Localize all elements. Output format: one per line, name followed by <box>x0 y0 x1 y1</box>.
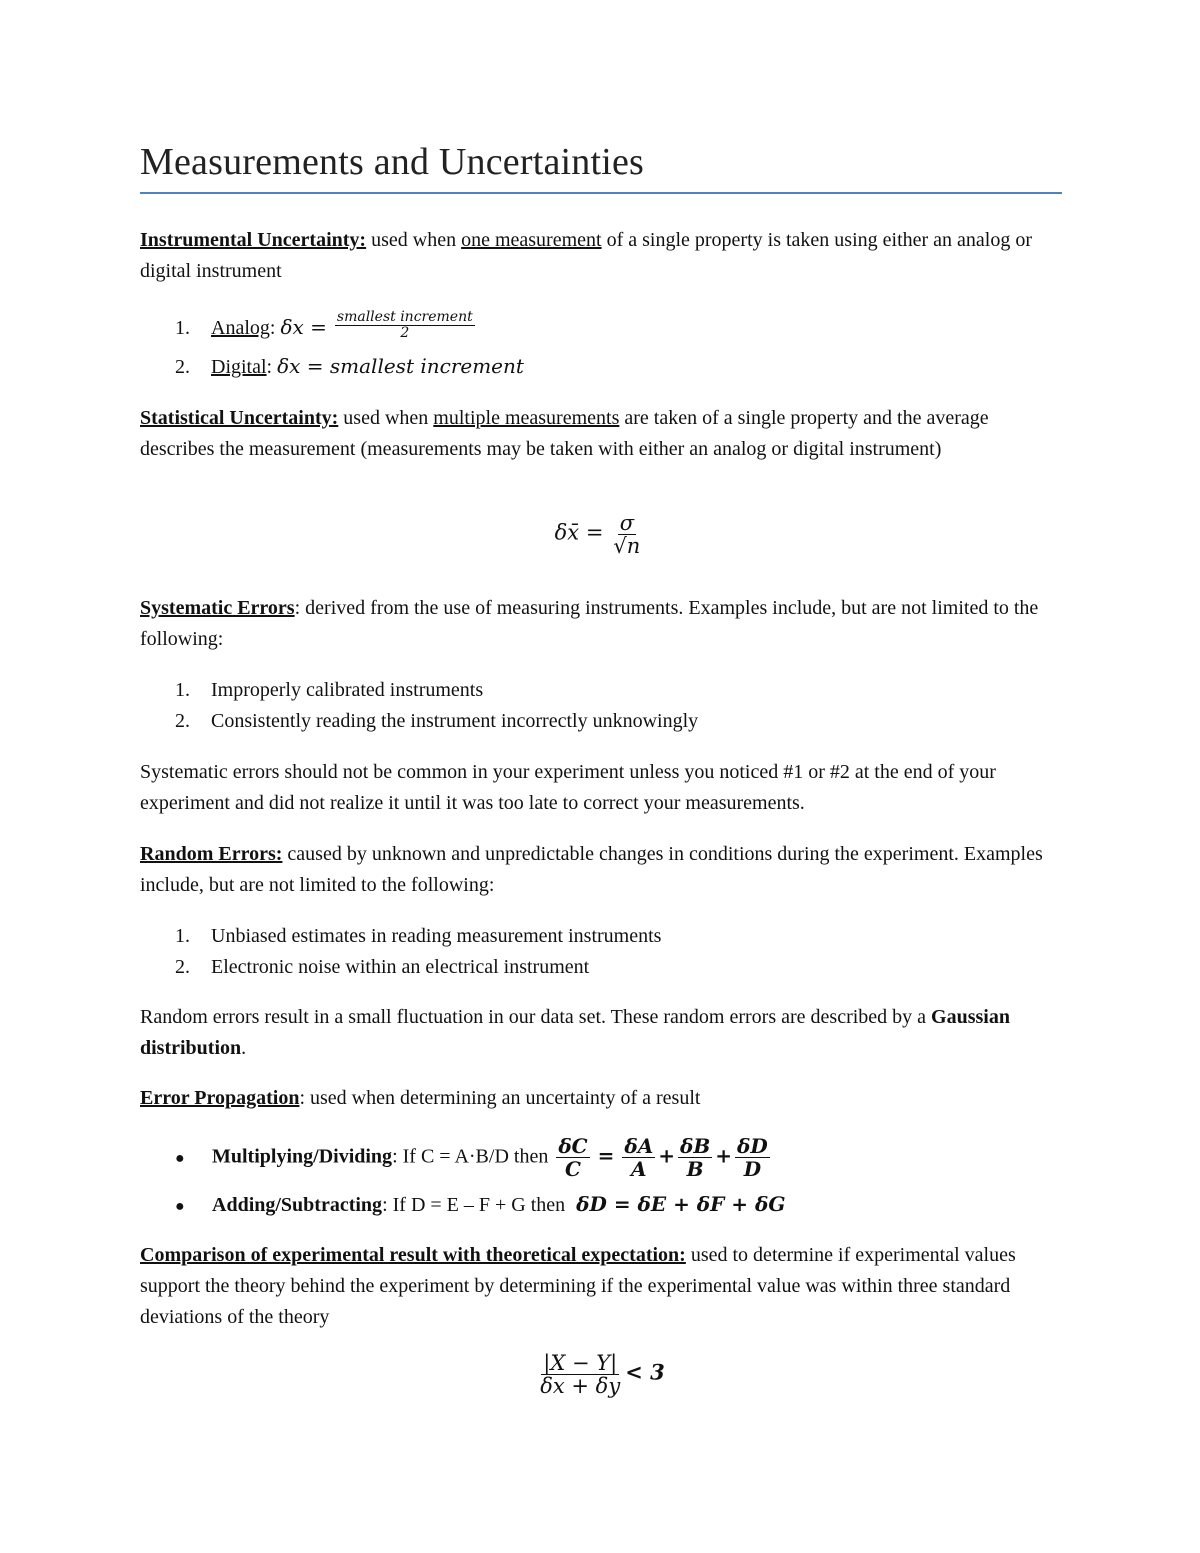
list-item <box>175 1192 785 1217</box>
list-item-text: Unbiased estimates in reading measurement instruments <box>211 925 662 947</box>
list-item-text: Consistently reading the instrument incorrectly unknowingly <box>211 710 699 732</box>
bullet1-label: Multiplying/Dividing <box>212 1145 393 1168</box>
random-heading: Random Errors: <box>140 843 283 865</box>
bullet-icon: ● <box>175 1198 185 1215</box>
formula-fraction <box>611 512 642 558</box>
digital-label: Digital <box>211 356 267 378</box>
fraction-denominator: A <box>631 1157 647 1181</box>
list-item <box>175 952 661 983</box>
list-number: 2. <box>175 356 190 378</box>
random-note-c: . <box>241 1037 247 1059</box>
bullet-icon: ● <box>175 1149 185 1167</box>
analog-lhs: δx = <box>280 315 327 339</box>
bullet2-expression: δD = δE + δF + δG <box>576 1192 786 1216</box>
instrumental-list <box>175 308 524 382</box>
random-text: caused by unknown and unpredictable changes in conditions during the experiment. Examples include, but are not limited to the following: <box>140 843 1043 896</box>
list-item <box>175 706 698 737</box>
random-note <box>140 1002 1065 1064</box>
list-item-text: Improperly calibrated instruments <box>211 679 484 701</box>
instrumental-text-a: used when <box>366 229 462 251</box>
fraction-denominator: C <box>565 1157 581 1181</box>
statistical-formula <box>0 512 1200 558</box>
fraction-dc <box>556 1136 589 1180</box>
fraction-numerator: δA <box>624 1134 654 1158</box>
list-number: 2. <box>175 710 190 732</box>
random-list <box>175 921 661 983</box>
comparison-formula <box>0 1352 1200 1398</box>
list-number: 1. <box>175 925 190 947</box>
instrumental-heading: Instrumental Uncertainty: <box>140 229 367 251</box>
propagation-list <box>175 1136 785 1217</box>
instrumental-text-b: of a single property is taken using either an analog or digital instrument <box>140 229 1033 282</box>
title-underline <box>140 192 1062 194</box>
list-number: 1. <box>175 679 190 701</box>
list-item-text: Electronic noise within an electrical instrument <box>211 956 590 978</box>
equals-sign: = <box>597 1143 615 1168</box>
formula-fraction <box>538 1352 622 1398</box>
fraction-numerator: smallest increment <box>336 308 473 325</box>
systematic-text: : derived from the use of measuring instruments. Examples include, but are not limited to the following: <box>140 597 1039 650</box>
comparison-paragraph <box>140 1240 1065 1333</box>
list-item <box>175 921 661 952</box>
propagation-text: : used when determining an uncertainty of a result <box>299 1087 701 1109</box>
fraction-numerator: δD <box>737 1134 768 1158</box>
list-item: 2. Digital: δx = smallest increment <box>175 351 524 382</box>
bullet2-label: Adding/Subtracting <box>212 1194 383 1216</box>
comparison-text: used to determine if experimental values support the theory behind the experiment by determining if the experimental value was within three standard deviations of the theory <box>140 1244 1016 1328</box>
list-item <box>175 675 698 706</box>
statistical-text-underlined: multiple measurements <box>433 407 620 429</box>
comparison-heading: Comparison of experimental result with theoretical expectation: <box>140 1244 686 1266</box>
fraction-denominator: D <box>743 1157 762 1181</box>
formula-rhs: < 3 <box>625 1359 665 1385</box>
fraction-dd <box>735 1136 770 1180</box>
fraction-da <box>622 1136 655 1180</box>
fraction-numerator: |X − Y| <box>543 1351 618 1375</box>
instrumental-text-underlined: one measurement <box>461 229 602 251</box>
fraction-denominator: √n <box>613 534 641 559</box>
statistical-text-a: used when <box>338 407 434 429</box>
fraction-numerator: σ <box>619 511 635 535</box>
plus-sign: + <box>658 1143 675 1168</box>
analog-label: Analog <box>211 317 270 339</box>
instrumental-paragraph <box>140 225 1065 287</box>
list-number: 1. <box>175 317 190 339</box>
systematic-list <box>175 675 698 737</box>
list-item: 1. Analog: δx = $\frac{\text{smallest increment}}{2}$ <box>175 312 524 343</box>
propagation-paragraph <box>140 1083 1065 1114</box>
systematic-paragraph <box>140 593 1065 655</box>
analog-fraction <box>335 310 475 341</box>
systematic-heading: Systematic Errors <box>140 597 295 619</box>
propagation-heading: Error Propagation <box>140 1087 300 1109</box>
list-item <box>175 1136 785 1188</box>
formula-lhs: δx̄ = <box>554 520 604 545</box>
list-number: 2. <box>175 956 190 978</box>
statistical-text-b: are taken of a single property and the average describes the measurement (measurements may be taken with either an analog or digital instrument) <box>140 407 989 460</box>
statistical-paragraph <box>140 403 1065 465</box>
fraction-denominator: 2 <box>400 324 410 341</box>
bullet1-text: : If C = A·B/D then <box>392 1145 549 1168</box>
random-note-a: Random errors result in a small fluctuation in our data set. These random errors are described by a <box>140 1006 932 1028</box>
bullet2-text: : If D = E – F + G then <box>382 1194 566 1216</box>
page-title: Measurements and Uncertainties <box>140 141 645 183</box>
fraction-denominator: δx + δy <box>540 1374 621 1399</box>
digital-expression: δx = smallest increment <box>277 354 524 378</box>
statistical-heading: Statistical Uncertainty: <box>140 407 339 429</box>
fraction-db <box>678 1136 712 1180</box>
systematic-note: Systematic errors should not be common in your experiment unless you noticed #1 or #2 at the end of your experiment and did not realize it until it was too late to correct your measurements. <box>140 761 996 814</box>
fraction-numerator: δB <box>680 1134 711 1158</box>
gaussian-term: Gaussian distribution <box>140 1006 1010 1059</box>
random-paragraph <box>140 839 1065 901</box>
plus-sign: + <box>715 1143 733 1168</box>
fraction-denominator: B <box>686 1157 704 1181</box>
fraction-numerator: δC <box>558 1134 588 1158</box>
